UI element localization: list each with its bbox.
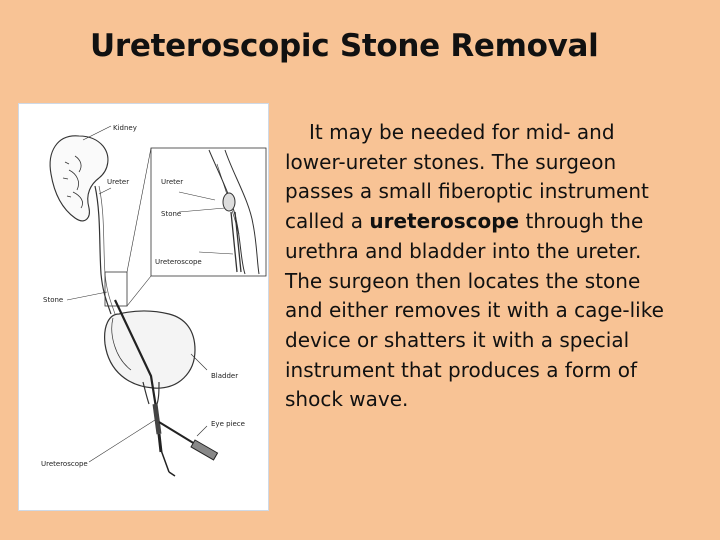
body-line: The surgeon then locates the stone xyxy=(285,268,641,293)
body-line: passes a small fiberoptic instrument xyxy=(285,179,649,204)
ureteroscope-term: ureteroscope xyxy=(369,209,520,234)
body-line: instrument that produces a form of xyxy=(285,357,638,382)
body-line xyxy=(285,207,713,237)
kidney-label: Kidney xyxy=(113,124,137,132)
bladder-drawing xyxy=(105,311,195,404)
bladder-label: Bladder xyxy=(211,372,239,380)
body-paragraph xyxy=(285,118,713,415)
ureteroscopy-illustration xyxy=(18,103,269,511)
inset-stone-label: Stone xyxy=(161,210,182,218)
body-line: device or shatters it with a special xyxy=(285,327,630,352)
eye-piece-label: Eye piece xyxy=(211,420,245,428)
ureteroscope-label: Ureteroscope xyxy=(41,460,88,468)
body-line: shock wave. xyxy=(285,387,409,412)
body-line: urethra and bladder into the ureter. xyxy=(285,238,642,263)
kidney-drawing xyxy=(50,136,108,221)
body-text-span: called a xyxy=(285,209,370,234)
body-line: It may be needed for mid- and xyxy=(309,120,615,144)
inset-ureteroscope-label: Ureteroscope xyxy=(155,258,202,266)
stone-label: Stone xyxy=(43,296,64,304)
body-line: lower-ureter stones. The surgeon xyxy=(285,149,617,174)
inset-ureter-label: Ureter xyxy=(161,178,184,186)
slide-title: Ureteroscopic Stone Removal xyxy=(90,28,599,64)
body-text-span: through the xyxy=(519,209,644,234)
body-line: and either removes it with a cage-like xyxy=(285,298,664,323)
ureter-label: Ureter xyxy=(107,178,130,186)
